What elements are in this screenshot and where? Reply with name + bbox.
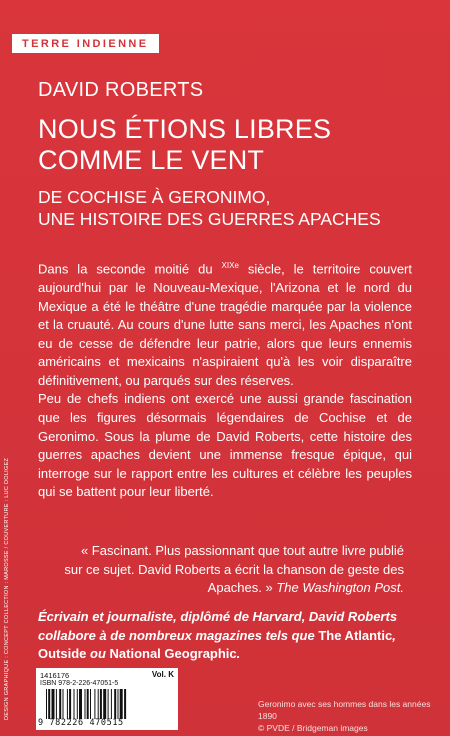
author-bio <box>38 608 414 664</box>
book-subtitle <box>38 186 381 230</box>
blurb <box>38 257 412 502</box>
bio-text: . <box>236 646 241 662</box>
magazine-name: National Geographic <box>109 646 237 662</box>
century-superscript: XIXe <box>221 261 239 270</box>
press-quote <box>60 542 404 598</box>
magazine-name: Outside <box>38 646 87 662</box>
title-line: COMME LE VENT <box>38 145 265 175</box>
author-name: DAVID ROBERTS <box>38 79 204 101</box>
title-line: NOUS ÉTIONS LIBRES <box>38 114 332 144</box>
subtitle-line: UNE HISTOIRE DES GUERRES APACHES <box>38 209 381 229</box>
blurb-text: Dans la seconde moitié du <box>38 261 222 277</box>
bio-text: , <box>392 627 396 643</box>
blurb-text: siècle, le territoire couvert aujourd'hui par le Nouveau-Mexique, l'Arizona et le nord du Mexique a été le théâtre d'une tragédie marquée par la violence et la cruauté. Au cours d'une lutte sans merci, les Apaches n'ont eu de cesse de défendre leur patrie, alors que leurs ennemis américains et mexicains n'aspiraient qu'à les voir disparaître définitivement, ou parqués sur des réserves. <box>38 261 412 388</box>
quote-source: The Washington Post. <box>276 580 404 596</box>
photo-credit <box>258 698 438 734</box>
isbn: ISBN 978-2-226-47051-5 <box>40 680 119 687</box>
magazine-name: The Atlantic <box>318 627 393 643</box>
collection-label: TERRE INDIENNE <box>12 34 159 53</box>
barcode-number: 9 782226 470515 <box>38 718 124 728</box>
barcode-icon <box>44 689 172 719</box>
photo-caption: Geronimo avec ses hommes dans les années 1890 <box>258 699 431 721</box>
photo-copyright: © PVDE / Bridgeman images <box>258 723 368 733</box>
barcode-panel <box>36 668 178 730</box>
blurb-paragraph-2: Peu de chefs indiens ont exercé une aussi grande fascination que les figures désormais légendaires de Cochise et de Geronimo. Sous la plume de David Roberts, cette histoire des guerres apaches devient une immense fresque épique, qui interroge sur le rapport entre les cultures et célèbre les peuples qui se battent pour leur liberté. <box>38 391 412 500</box>
design-credits: DESIGN GRAPHIQUE : CONCEPT COLLECTION : MAROSSE / COUVERTURE : LUC DOLIGEZ <box>4 457 10 720</box>
volume-label: Vol. K <box>151 670 174 679</box>
subtitle-line: DE COCHISE À GERONIMO, <box>38 187 271 207</box>
book-title <box>38 114 331 176</box>
quote-text: « Fascinant. Plus passionnant que tout autre livre publié sur ce sujet. David Roberts a écrit la chanson de geste des Apaches. » <box>64 543 404 596</box>
bio-text: Écrivain et journaliste, diplômé de Harvard, David Roberts collabore à de nombreux magazines tels que <box>38 609 398 643</box>
bio-text: ou <box>86 646 110 662</box>
blurb-paragraph-1 <box>38 257 412 390</box>
product-reference: 1416176 <box>40 671 70 680</box>
